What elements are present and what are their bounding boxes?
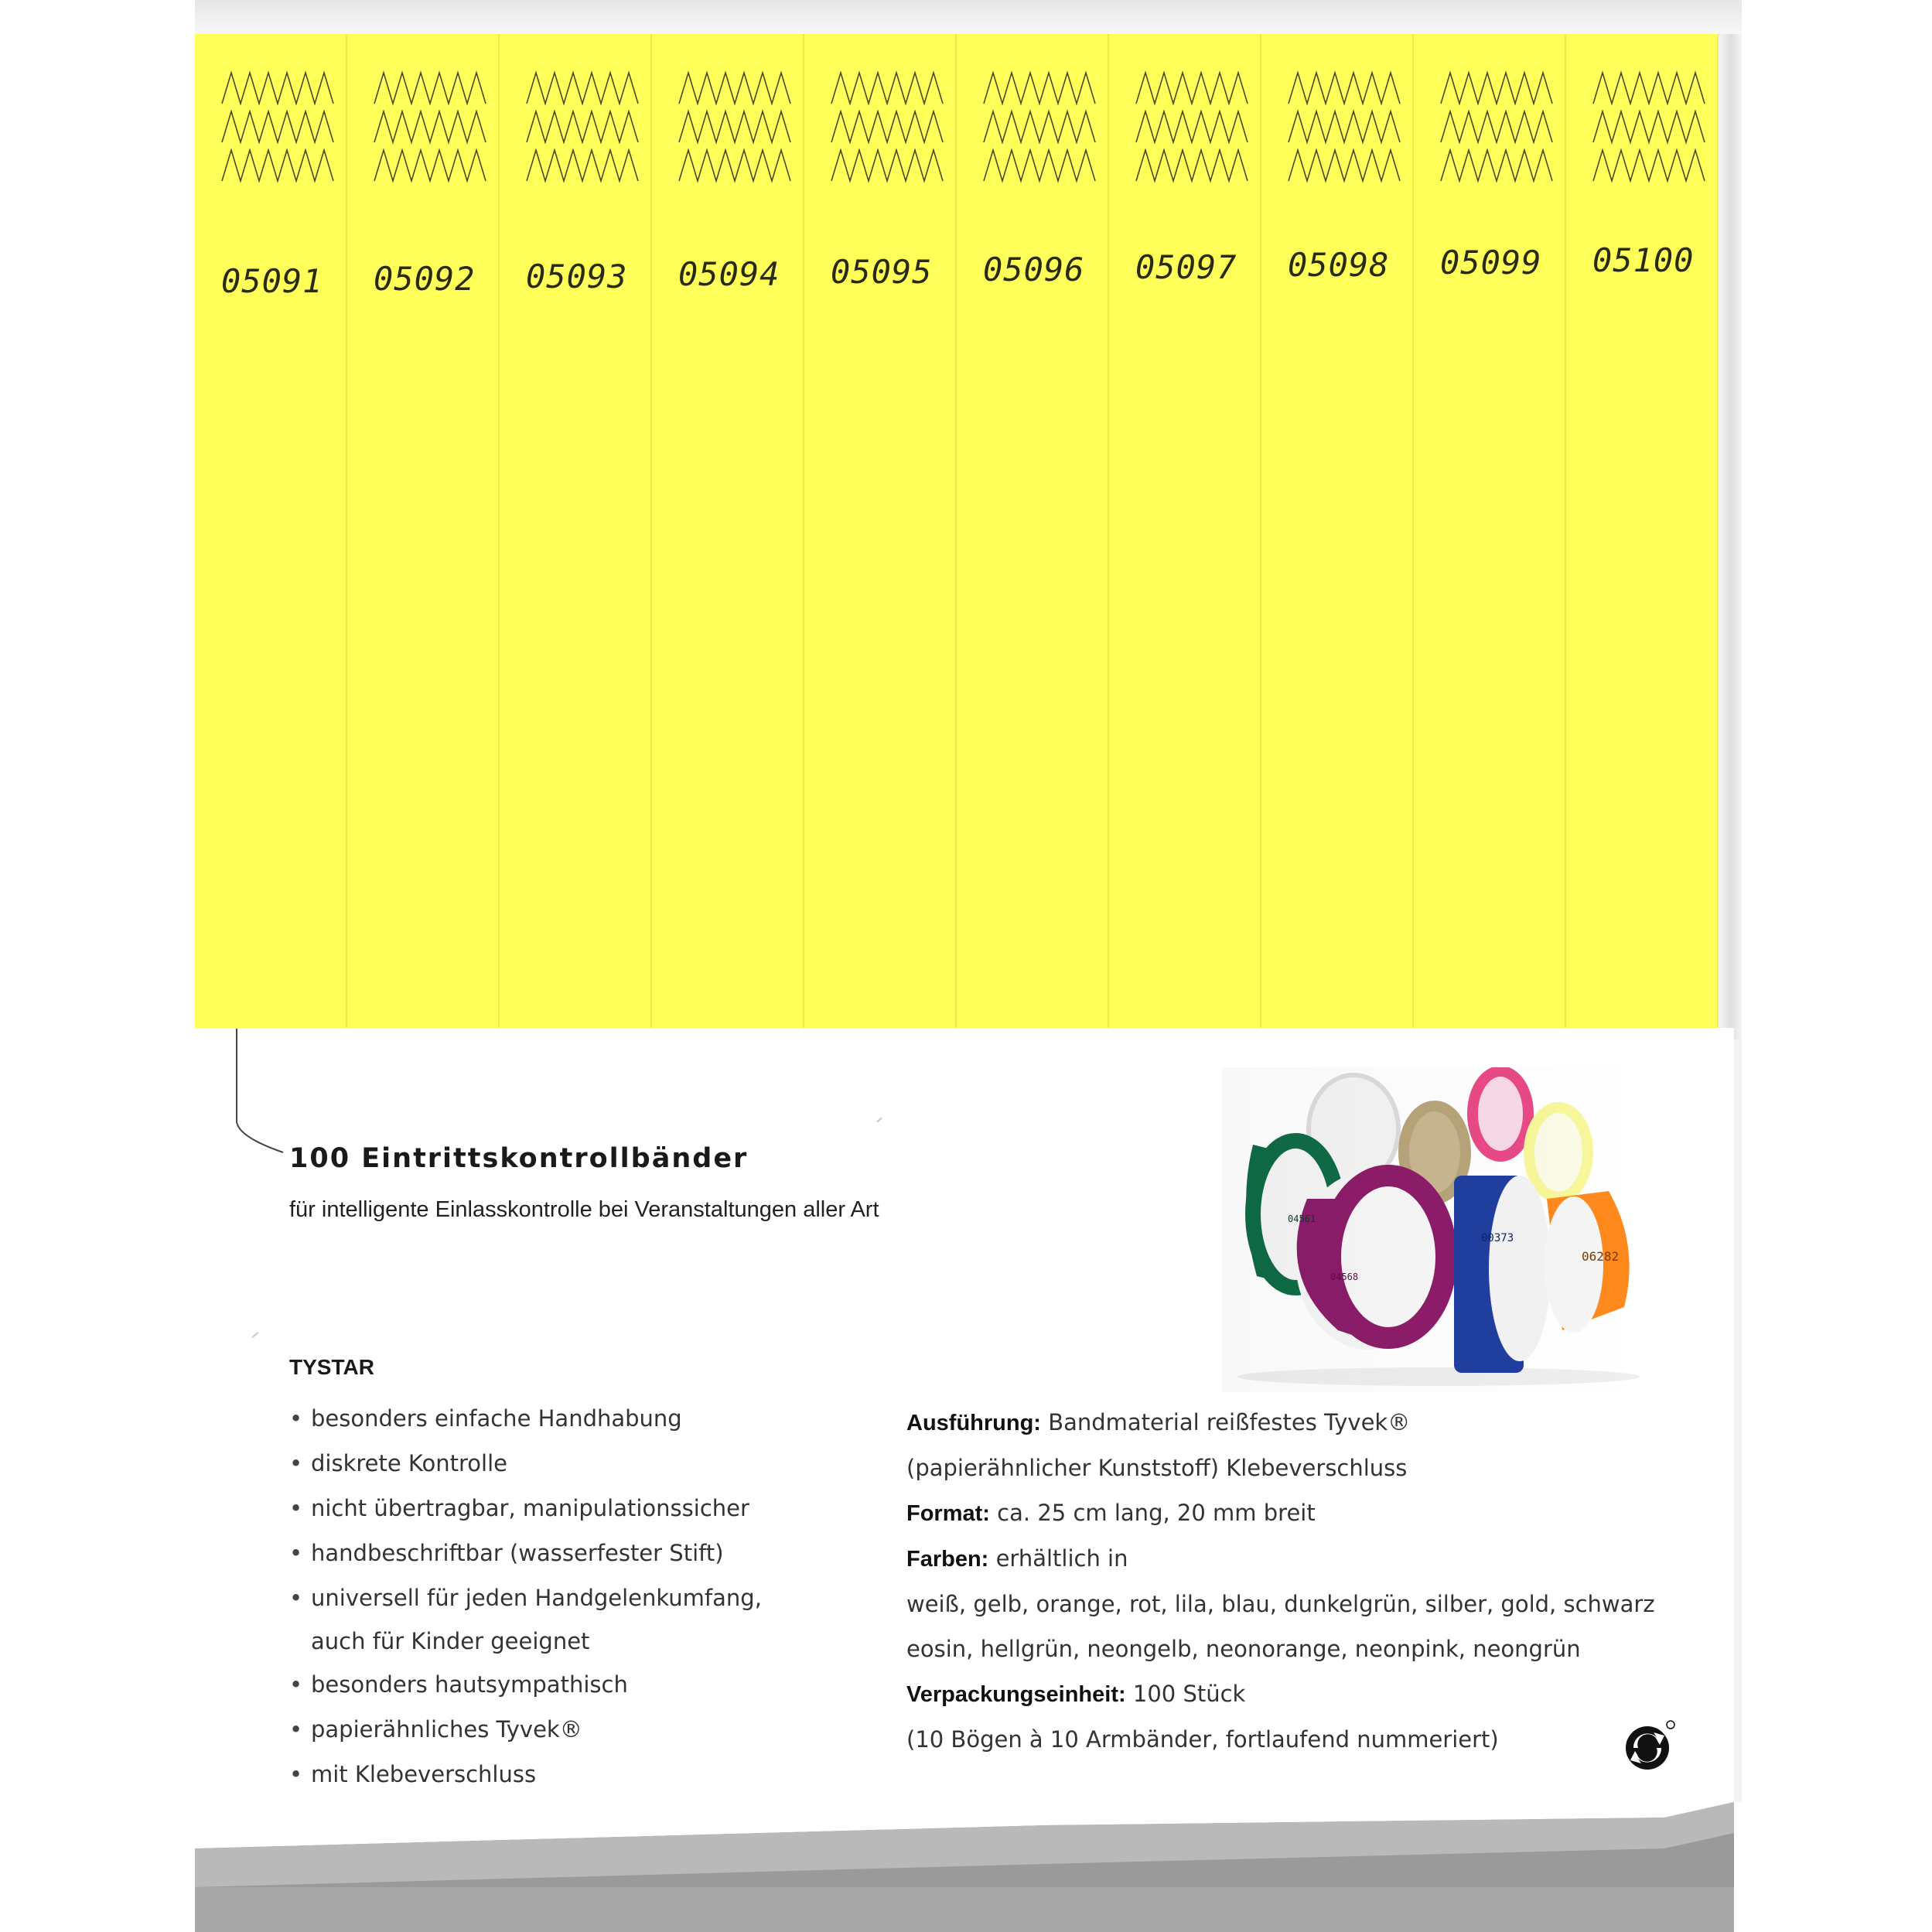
wristband (957, 34, 1109, 1028)
spec-value: erhältlich in (995, 1545, 1128, 1572)
photo-serial-blue: 00373 (1481, 1232, 1514, 1244)
security-cut-pattern (828, 57, 944, 196)
photo-serial-purple: 04568 (1330, 1272, 1359, 1282)
feature-item: • universell für jeden Handgelenkumfang, (289, 1575, 762, 1620)
recycle-icon (1623, 1719, 1677, 1773)
wristband-sheet (195, 34, 1719, 1028)
product-title: 100 Eintrittskontrollbänder (289, 1143, 749, 1174)
wristband (1109, 34, 1261, 1028)
package-footer (195, 1802, 1742, 1932)
security-cut-pattern (675, 57, 791, 196)
feature-item: • papierähnliches Tyvek® (289, 1707, 762, 1752)
security-cut-pattern (1589, 57, 1705, 196)
spec-farben-line2: eosin, hellgrün, neongelb, neonorange, neonpink, neongrün (906, 1636, 1581, 1662)
spec-format (906, 1490, 1664, 1536)
spec-verpackung-cont: (10 Bögen à 10 Armbänder, fortlaufend nummeriert) (906, 1726, 1499, 1753)
serial-number: 05092 (374, 260, 476, 298)
security-cut-pattern (980, 57, 1096, 196)
security-cut-pattern (1285, 57, 1401, 196)
serial-number: 05099 (1440, 244, 1542, 282)
wristband (347, 34, 500, 1028)
serial-number: 05095 (831, 253, 933, 291)
feature-list (289, 1396, 762, 1797)
serial-number: 05100 (1592, 241, 1695, 279)
package-sheen (1720, 34, 1742, 1039)
wristband (804, 34, 957, 1028)
wristbands-photo (1222, 1067, 1655, 1392)
wristband (1566, 34, 1719, 1028)
spec-farben-line1: weiß, gelb, orange, rot, lila, blau, dunkelgrün, silber, gold, schwarz (906, 1591, 1655, 1617)
package-seal (195, 0, 1742, 35)
photo-serial-green: 04561 (1288, 1213, 1316, 1224)
security-cut-pattern (218, 57, 334, 196)
spec-verpackung (906, 1671, 1664, 1717)
wristband (1261, 34, 1414, 1028)
pointer-line (232, 1029, 294, 1160)
feature-item: • handbeschriftbar (wasserfester Stift) (289, 1531, 762, 1575)
feature-item: • besonders einfache Handhabung (289, 1396, 762, 1441)
security-cut-pattern (370, 57, 486, 196)
serial-number: 05094 (678, 255, 780, 293)
spec-value: Bandmaterial reißfestes Tyvek® (1048, 1409, 1411, 1435)
wristband (500, 34, 652, 1028)
feature-item-continuation: auch für Kinder geeignet (311, 1628, 590, 1654)
serial-number: 05098 (1288, 246, 1390, 284)
security-cut-pattern (1132, 57, 1248, 196)
spec-ausfuehrung-cont: (papierähnlicher Kunststoff) Klebeverschluss (906, 1455, 1408, 1481)
security-cut-pattern (1437, 57, 1553, 196)
spec-label: Ausführung: (906, 1411, 1041, 1435)
wristband (652, 34, 804, 1028)
spec-value: ca. 25 cm lang, 20 mm breit (997, 1500, 1316, 1526)
product-subtitle: für intelligente Einlasskontrolle bei Veranstaltungen aller Art (289, 1197, 879, 1222)
serial-number: 05097 (1135, 248, 1237, 286)
spec-label: Format: (906, 1501, 990, 1526)
photo-serial-orange: 06282 (1582, 1249, 1620, 1264)
feature-item: • nicht übertragbar, manipulationssicher (289, 1486, 762, 1531)
wristband (195, 34, 347, 1028)
spec-farben (906, 1536, 1664, 1582)
specifications (906, 1400, 1664, 1762)
spec-value: 100 Stück (1132, 1681, 1246, 1707)
wristband (1414, 34, 1566, 1028)
serial-number: 05096 (983, 251, 1085, 288)
spec-ausfuehrung (906, 1400, 1664, 1446)
feature-item: • besonders hautsympathisch (289, 1662, 762, 1707)
spec-label: Farben: (906, 1547, 989, 1572)
feature-item: • diskrete Kontrolle (289, 1441, 762, 1486)
serial-number: 05093 (526, 258, 628, 295)
feature-item: • mit Klebeverschluss (289, 1752, 762, 1797)
security-cut-pattern (523, 57, 639, 196)
serial-number: 05091 (221, 262, 323, 300)
brand-name: TYSTAR (289, 1355, 374, 1379)
spec-label: Verpackungseinheit: (906, 1682, 1126, 1707)
